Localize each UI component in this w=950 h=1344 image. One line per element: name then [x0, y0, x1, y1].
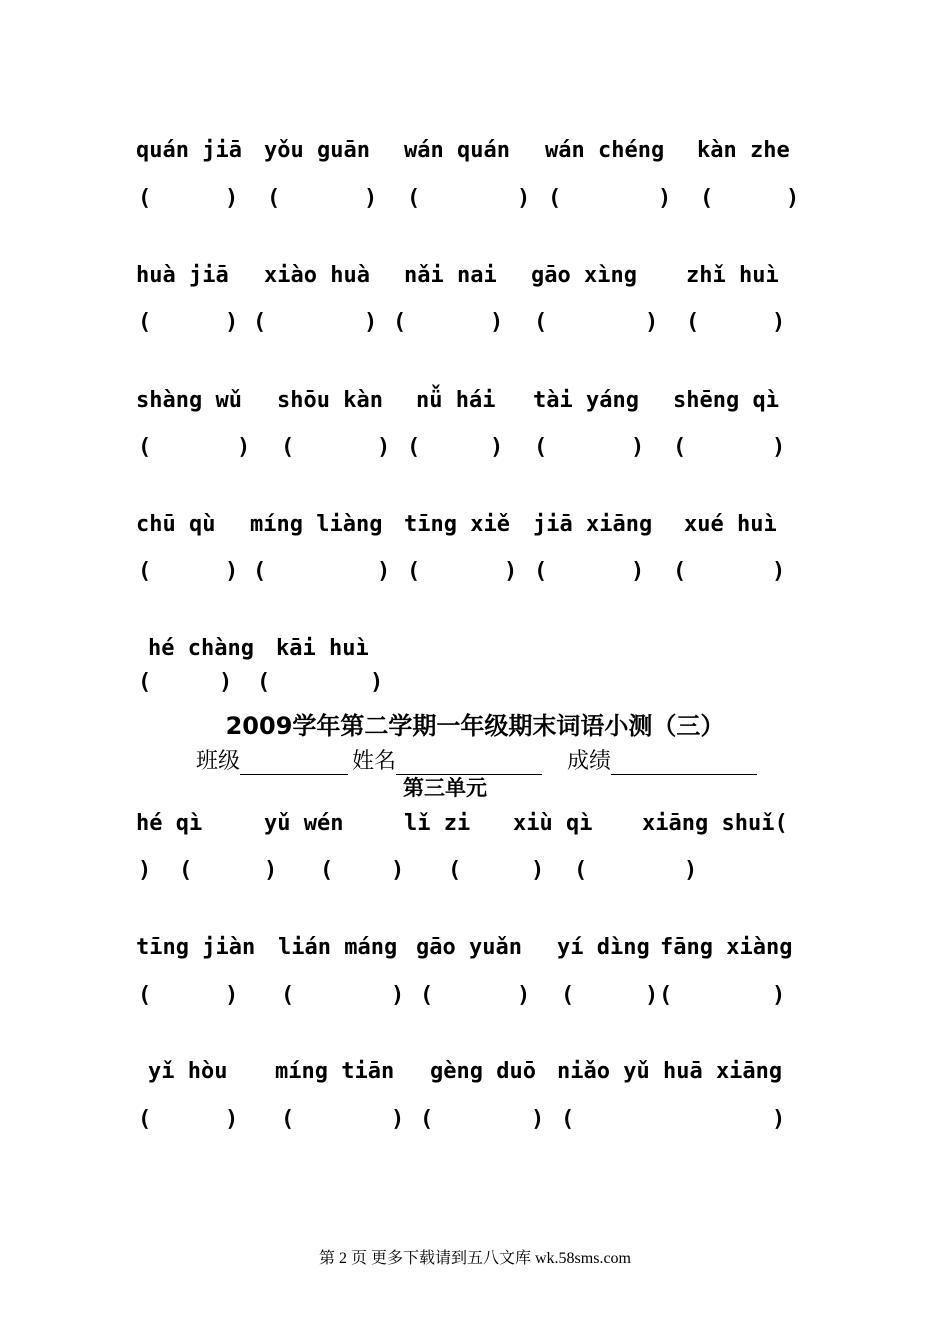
paren-open: ( [179, 858, 193, 883]
paren-close: ) [364, 310, 378, 335]
pinyin-word: shàng wǔ [136, 388, 242, 413]
paren-close: ) [772, 1107, 786, 1132]
paren-open: ( [534, 435, 548, 460]
paren-close: ) [225, 310, 239, 335]
paren-close: ) [658, 186, 672, 211]
paren-close: ) [225, 1107, 239, 1132]
paren-open: ( [420, 1107, 434, 1132]
paren-close: ) [391, 983, 405, 1008]
pinyin-word: kàn zhe [697, 138, 790, 163]
paren-open: ( [673, 559, 687, 584]
pinyin-word: kāi huì [276, 636, 369, 661]
name-field [352, 744, 542, 775]
paren-close: ) [786, 186, 800, 211]
paren-open: ( [548, 186, 562, 211]
pinyin-word: yǒu guān [264, 138, 370, 163]
pinyin-word: hé chàng [148, 636, 254, 661]
paren-open: ( [320, 858, 334, 883]
pinyin-word: tài yáng [533, 388, 639, 413]
paren-close: ) [684, 858, 698, 883]
paren-close: ) [490, 435, 504, 460]
pinyin-word: nǎi nai [404, 263, 497, 288]
paren-open: ( [138, 559, 152, 584]
paren-close: ) [772, 435, 786, 460]
paren-close: ) [364, 186, 378, 211]
paren-open: ( [138, 310, 152, 335]
pinyin-word: huà jiā [136, 263, 229, 288]
pinyin-word: gāo xìng [531, 263, 637, 288]
paren-close: ) [517, 186, 531, 211]
paren-open: ( [281, 1107, 295, 1132]
pinyin-word: xiāng shuǐ( [642, 811, 788, 836]
paren-close: ) [772, 310, 786, 335]
pinyin-word: wán chéng [545, 138, 665, 163]
paren-open: ( [561, 983, 575, 1008]
paren-open: ( [138, 670, 152, 695]
pinyin-word: xiào huà [264, 263, 370, 288]
paren-close: ) [377, 559, 391, 584]
paren-open: ( [700, 186, 714, 211]
pinyin-word: shōu kàn [277, 388, 383, 413]
paren-open: ( [407, 559, 421, 584]
class-label: 班级 [196, 749, 241, 774]
paren-close: ) [531, 858, 545, 883]
paren-open: ( [253, 559, 267, 584]
paren-close: ) [391, 1107, 405, 1132]
paren-open: ( [138, 1107, 152, 1132]
paren-open: ( [281, 435, 295, 460]
paren-close: ) [645, 983, 659, 1008]
paren-open: ( [686, 310, 700, 335]
pinyin-word: hé qì [136, 811, 203, 836]
pinyin-word: yí dìng [557, 935, 650, 960]
pinyin-word: yǔ wén [264, 811, 344, 836]
pinyin-word: xiù qì [513, 811, 593, 836]
pinyin-word: niǎo yǔ huā xiāng [557, 1059, 783, 1084]
paren-close: ) [531, 1107, 545, 1132]
paren-open: ( [281, 983, 295, 1008]
pinyin-word: yǐ hòu [148, 1059, 228, 1084]
pinyin-word: xué huì [684, 512, 777, 537]
paren-open: ( [267, 186, 281, 211]
paren-close: ) [377, 435, 391, 460]
pinyin-word: shēng qì [673, 388, 779, 413]
paren-open: ( [448, 858, 462, 883]
pinyin-word: tīng xiě [404, 512, 510, 537]
paren-close: ) [504, 559, 518, 584]
pinyin-word: gèng duō [430, 1059, 536, 1084]
pinyin-word: jiā xiāng [533, 512, 653, 537]
pinyin-word: gāo yuǎn [416, 935, 522, 960]
paren-close: ) [490, 310, 504, 335]
paren-open: ( [138, 435, 152, 460]
paren-close: ) [631, 435, 645, 460]
pinyin-word: tīng jiàn [136, 935, 256, 960]
unit-title: 第三单元 [403, 776, 487, 800]
pinyin-word: fāng xiàng [660, 935, 793, 960]
pinyin-word: wán quán [404, 138, 510, 163]
paren-open: ( [407, 435, 421, 460]
paren-close: ) [370, 670, 384, 695]
pinyin-word: míng liàng [250, 512, 383, 537]
paren-open: ( [574, 858, 588, 883]
paren-open: ( [253, 310, 267, 335]
paren-open: ( [534, 559, 548, 584]
pinyin-word: míng tiān [275, 1059, 395, 1084]
paren-close: ) [631, 559, 645, 584]
paren-close: ) [219, 670, 233, 695]
paren-open: ( [257, 670, 271, 695]
paren-close: ) [391, 858, 405, 883]
paren-close: ) [225, 983, 239, 1008]
name-label: 姓名 [352, 749, 397, 774]
pinyin-word: zhǐ huì [686, 263, 779, 288]
paren-close: ) [225, 559, 239, 584]
paren-close: ) [772, 559, 786, 584]
paren-open: ( [561, 1107, 575, 1132]
score-label: 成绩 [567, 749, 612, 774]
score-field [567, 744, 757, 775]
paren-open: ( [407, 186, 421, 211]
paren-open: ( [138, 983, 152, 1008]
paren-close: ) [237, 435, 251, 460]
pinyin-word: chū qù [136, 512, 216, 537]
class-field [196, 744, 348, 775]
paren-open: ( [420, 983, 434, 1008]
paren-open: ( [534, 310, 548, 335]
paren-open: ( [393, 310, 407, 335]
paren-close: ) [772, 983, 786, 1008]
paren-close: ) [517, 983, 531, 1008]
pinyin-word: lǐ zi [404, 811, 471, 836]
quiz-title: 2009学年第二学期一年级期末词语小测（三） [225, 712, 725, 740]
paren-open: ( [673, 435, 687, 460]
page-footer: 第 2 页 更多下载请到五八文库 wk.58sms.com [318, 1250, 631, 1267]
paren-close: ) [264, 858, 278, 883]
paren-close: ) [138, 858, 152, 883]
paren-close: ) [645, 310, 659, 335]
paren-open: ( [659, 983, 673, 1008]
pinyin-word: nǚ hái [416, 388, 496, 413]
paren-open: ( [138, 186, 152, 211]
pinyin-word: quán jiā [136, 138, 242, 163]
paren-close: ) [225, 186, 239, 211]
pinyin-word: lián máng [278, 935, 398, 960]
